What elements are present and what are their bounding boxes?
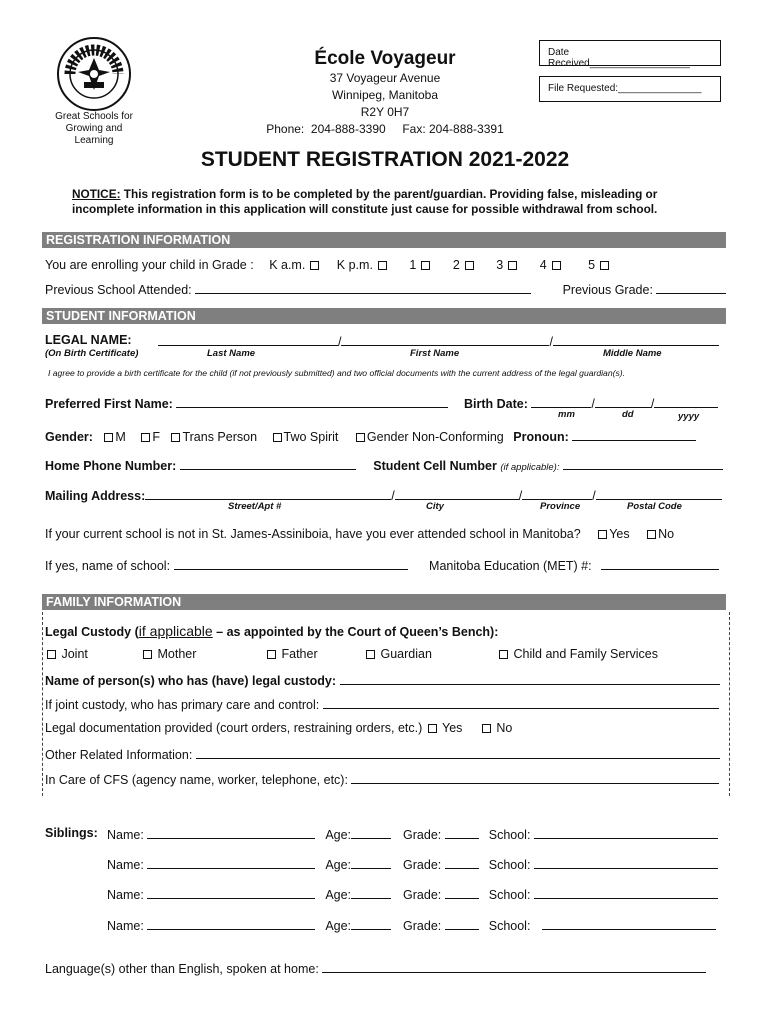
sibling-row: Name: Age: Grade: School: — [107, 886, 718, 902]
grade-option-4[interactable]: 4 — [540, 258, 563, 272]
sibling-name-field[interactable] — [147, 826, 315, 839]
last-name-field[interactable] — [158, 333, 338, 346]
checkbox-icon[interactable] — [366, 650, 375, 659]
cfs-row: In Care of CFS (agency name, worker, telephone, etc): — [45, 771, 719, 787]
dd-caption: dd — [622, 409, 634, 420]
attended-no[interactable]: No — [645, 527, 674, 541]
family-heading: FAMILY INFORMATION — [42, 594, 726, 610]
legal-name-label: LEGAL NAME: — [45, 333, 132, 347]
sibling-school-field[interactable] — [534, 886, 718, 899]
checkbox-icon[interactable] — [600, 261, 609, 270]
city-field[interactable] — [395, 487, 519, 500]
form-title: STUDENT REGISTRATION 2021-2022 — [200, 148, 570, 171]
checkbox-icon[interactable] — [356, 433, 365, 442]
school-division-logo — [56, 36, 132, 112]
grade-option-1[interactable]: 1 — [409, 258, 432, 272]
custody-persons-row: Name of person(s) who has (have) legal custody: — [45, 672, 720, 688]
checkbox-icon[interactable] — [141, 433, 150, 442]
custody-cfs[interactable]: Child and Family Services — [497, 647, 658, 661]
phone-row: Home Phone Number: Student Cell Number (if applicable): — [45, 457, 723, 473]
mailing-row: Mailing Address: / / / — [45, 487, 722, 503]
middle-name-caption: Middle Name — [603, 348, 662, 359]
sibling-row: Name: Age: Grade: School: — [107, 917, 716, 933]
checkbox-icon[interactable] — [421, 261, 430, 270]
pronoun-field[interactable] — [572, 428, 696, 441]
gender-m[interactable]: M — [102, 430, 125, 444]
checkbox-icon[interactable] — [552, 261, 561, 270]
siblings-label: Siblings: — [45, 826, 98, 840]
gender-non-conforming[interactable]: Gender Non-Conforming — [354, 430, 504, 444]
middle-name-field[interactable] — [553, 333, 719, 346]
checkbox-icon[interactable] — [378, 261, 387, 270]
legal-doc-no[interactable]: No — [480, 721, 512, 735]
checkbox-icon[interactable] — [104, 433, 113, 442]
language-row: Language(s) other than English, spoken at home: — [45, 960, 706, 976]
registration-heading: REGISTRATION INFORMATION — [42, 232, 726, 248]
school-name-field[interactable] — [174, 557, 408, 570]
checkbox-icon[interactable] — [428, 724, 437, 733]
checkbox-icon[interactable] — [598, 530, 607, 539]
sibling-age-field[interactable] — [351, 917, 391, 930]
checkbox-icon[interactable] — [47, 650, 56, 659]
school-address-2: Winnipeg, Manitoba — [331, 88, 439, 102]
preferred-name-field[interactable] — [176, 395, 448, 408]
sibling-name-field[interactable] — [147, 917, 315, 930]
sibling-name-field[interactable] — [147, 856, 315, 869]
school-address-1: 37 Voyageur Avenue — [329, 71, 441, 85]
gender-two-spirit[interactable]: Two Spirit — [271, 430, 339, 444]
slogan: Great Schools for Growing and Learning — [55, 111, 133, 146]
previous-school-field[interactable] — [195, 281, 531, 294]
birth-yyyy-field[interactable] — [654, 395, 718, 408]
grade-option-5[interactable]: 5 — [588, 258, 611, 272]
on-birth-cert: (On Birth Certificate) — [45, 348, 139, 359]
previous-grade-field[interactable] — [656, 281, 726, 294]
first-name-caption: First Name — [410, 348, 460, 359]
student-heading: STUDENT INFORMATION — [42, 308, 726, 324]
attended-yes[interactable]: Yes — [596, 527, 629, 541]
school-phone: Phone: 204-888-3390 Fax: 204-888-3391 — [266, 122, 504, 136]
notice: NOTICE: This registration form is to be completed by the parent/guardian. Providing false, misleading or incomplete information in this application will constitute just cause for possible withdrawal from school. — [72, 187, 658, 216]
cell-phone-field[interactable] — [563, 457, 723, 470]
checkbox-icon[interactable] — [508, 261, 517, 270]
primary-care-field[interactable] — [323, 696, 719, 709]
checkbox-icon[interactable] — [310, 261, 319, 270]
sibling-school-field[interactable] — [534, 856, 718, 869]
primary-care-row: If joint custody, who has primary care and control: — [45, 696, 719, 712]
school-postal: R2Y 0H7 — [360, 105, 410, 119]
yyyy-caption: yyyy — [678, 411, 700, 422]
preferred-row: Preferred First Name: — [45, 395, 448, 411]
checkbox-icon[interactable] — [499, 650, 508, 659]
street-caption: Street/Apt # — [228, 501, 282, 512]
mm-caption: mm — [558, 409, 575, 420]
sibling-row: Name: Age: Grade: School: — [107, 826, 718, 842]
postal-code-caption: Postal Code — [627, 501, 682, 512]
sibling-row: Name: Age: Grade: School: — [107, 856, 718, 872]
checkbox-icon[interactable] — [171, 433, 180, 442]
sibling-grade-field[interactable] — [445, 886, 479, 899]
checkbox-icon[interactable] — [647, 530, 656, 539]
language-field[interactable] — [322, 960, 706, 973]
city-caption: City — [426, 501, 444, 512]
custody-guardian[interactable]: Guardian — [364, 647, 432, 661]
sibling-school-field[interactable] — [542, 917, 716, 930]
home-phone-field[interactable] — [180, 457, 356, 470]
custody-mother[interactable]: Mother — [141, 647, 196, 661]
file-requested-box[interactable]: File Requested:_______________ — [539, 76, 721, 102]
gender-f[interactable]: F — [139, 430, 160, 444]
birth-mm-field[interactable] — [531, 395, 591, 408]
grade-option-kam[interactable]: K a.m. — [269, 258, 321, 272]
province-field[interactable] — [522, 487, 592, 500]
sibling-grade-field[interactable] — [445, 826, 479, 839]
checkbox-icon[interactable] — [143, 650, 152, 659]
first-name-field[interactable] — [341, 333, 549, 346]
street-field[interactable] — [145, 487, 391, 500]
grade-option-2[interactable]: 2 — [453, 258, 476, 272]
checkbox-icon[interactable] — [267, 650, 276, 659]
other-info-field[interactable] — [196, 746, 720, 759]
custody-options — [45, 647, 725, 663]
postal-code-field[interactable] — [596, 487, 722, 500]
birth-dd-field[interactable] — [595, 395, 651, 408]
cfs-field[interactable] — [351, 771, 719, 784]
legal-name-lines: / / — [158, 333, 719, 349]
checkbox-icon[interactable] — [482, 724, 491, 733]
sibling-grade-field[interactable] — [445, 917, 479, 930]
if-yes-row: If yes, name of school: Manitoba Education (MET) #: — [45, 557, 719, 573]
sibling-age-field[interactable] — [351, 886, 391, 899]
gender-row: Gender: M F Trans Person Two Spirit Gender Non-Conforming Pronoun: — [45, 428, 696, 444]
grade-row: You are enrolling your child in Grade : K a.m. K p.m. 1 2 3 4 5 — [45, 258, 725, 272]
sibling-age-field[interactable] — [351, 856, 391, 869]
custody-label: Legal Custody (if applicable – as appointed by the Court of Queen’s Bench): — [45, 623, 499, 639]
birth-date-row: Birth Date: / / — [464, 395, 718, 411]
custody-persons-field[interactable] — [340, 672, 720, 685]
custody-joint[interactable]: Joint — [45, 647, 88, 661]
met-number-field[interactable] — [601, 557, 719, 570]
attended-row: If your current school is not in St. James-Assiniboia, have you ever attended school in Manitoba? Yes No — [45, 527, 675, 541]
previous-school-row: Previous School Attended: Previous Grade: — [45, 281, 725, 297]
legal-doc-yes[interactable]: Yes — [426, 721, 463, 735]
custody-father[interactable]: Father — [265, 647, 318, 661]
province-caption: Province — [540, 501, 581, 512]
agree-statement: I agree to provide a birth certificate for the child (if not previously submitted) and two official documents with the current address of the legal guardian(s). — [48, 368, 626, 378]
grade-option-3[interactable]: 3 — [496, 258, 519, 272]
last-name-caption: Last Name — [207, 348, 256, 359]
date-received-box[interactable]: Date Received__________________ — [539, 40, 721, 66]
sibling-age-field[interactable] — [351, 826, 391, 839]
legal-doc-row: Legal documentation provided (court orders, restraining orders, etc.) Yes No — [45, 721, 513, 735]
sibling-grade-field[interactable] — [445, 856, 479, 869]
checkbox-icon[interactable] — [465, 261, 474, 270]
sibling-school-field[interactable] — [534, 826, 718, 839]
sibling-name-field[interactable] — [147, 886, 315, 899]
school-name: École Voyageur — [314, 48, 456, 69]
checkbox-icon[interactable] — [273, 433, 282, 442]
other-info-row: Other Related Information: — [45, 746, 720, 762]
gender-trans[interactable]: Trans Person — [169, 430, 257, 444]
grade-option-kpm[interactable]: K p.m. — [337, 258, 389, 272]
